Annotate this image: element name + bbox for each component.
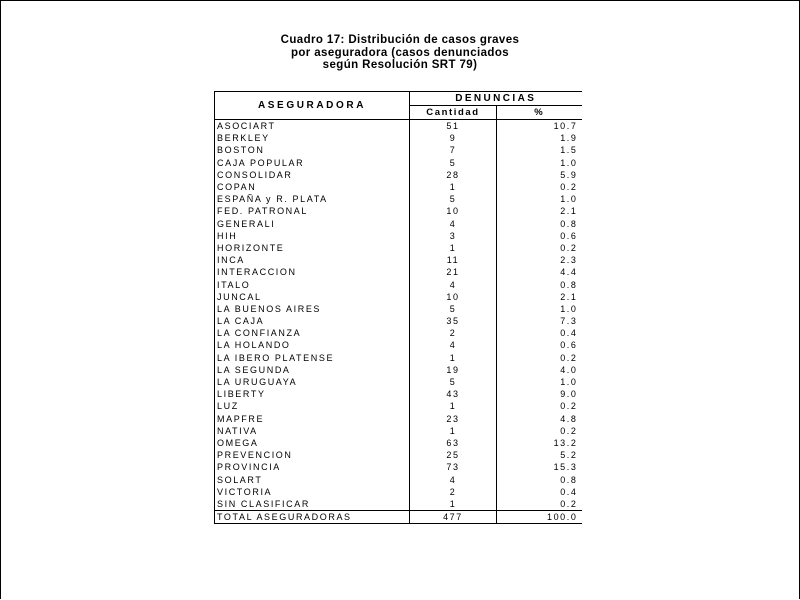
table-row xyxy=(215,315,582,327)
table-row xyxy=(215,400,582,412)
percent-cell: 0.2 xyxy=(497,242,582,254)
percent-cell: 0.8 xyxy=(497,473,582,485)
percent-cell: 10.7 xyxy=(497,120,582,133)
cantidad-cell: 10 xyxy=(410,205,497,217)
cantidad-cell: 51 xyxy=(410,120,497,133)
percent-cell: 1.0 xyxy=(497,303,582,315)
cantidad-cell: 10 xyxy=(410,291,497,303)
insurer-name: CAJA POPULAR xyxy=(215,157,410,169)
table-row xyxy=(215,193,582,205)
cantidad-cell: 1 xyxy=(410,400,497,412)
cantidad-cell: 25 xyxy=(410,449,497,461)
cantidad-cell: 11 xyxy=(410,254,497,266)
percent-cell: 0.4 xyxy=(497,486,582,498)
insurer-name: LA BUENOS AIRES xyxy=(215,303,410,315)
table-row xyxy=(215,254,582,266)
cantidad-cell: 4 xyxy=(410,278,497,290)
percent-cell: 0.4 xyxy=(497,327,582,339)
percent-cell: 4.8 xyxy=(497,413,582,425)
table-row xyxy=(215,303,582,315)
insurer-name: LA URUGUAYA xyxy=(215,376,410,388)
insurer-name: JUNCAL xyxy=(215,291,410,303)
percent-cell: 5.9 xyxy=(497,169,582,181)
insurer-name: MAPFRE xyxy=(215,413,410,425)
insurer-name: LA IBERO PLATENSE xyxy=(215,352,410,364)
insurer-name: SOLART xyxy=(215,473,410,485)
cantidad-cell: 35 xyxy=(410,315,497,327)
percent-cell: 1.5 xyxy=(497,144,582,156)
insurer-name: BERKLEY xyxy=(215,132,410,144)
insurer-name: ITALO xyxy=(215,278,410,290)
table-row xyxy=(215,278,582,290)
total-label: TOTAL ASEGURADORAS xyxy=(215,511,410,524)
header-denuncias: DENUNCIAS xyxy=(410,92,582,106)
insurer-name: INCA xyxy=(215,254,410,266)
percent-cell: 1.0 xyxy=(497,193,582,205)
cantidad-cell: 9 xyxy=(410,132,497,144)
cantidad-cell: 7 xyxy=(410,144,497,156)
percent-cell: 0.2 xyxy=(497,352,582,364)
table-row xyxy=(215,157,582,169)
cantidad-cell: 21 xyxy=(410,266,497,278)
insurer-name: GENERALI xyxy=(215,218,410,230)
table-row xyxy=(215,327,582,339)
insurer-name: HIH xyxy=(215,230,410,242)
header-aseguradora: ASEGURADORA xyxy=(215,92,410,120)
table-row xyxy=(215,352,582,364)
insurer-name: FED. PATRONAL xyxy=(215,205,410,217)
table-row xyxy=(215,461,582,473)
table-row xyxy=(215,242,582,254)
table-row xyxy=(215,498,582,511)
percent-cell: 9.0 xyxy=(497,388,582,400)
table-row xyxy=(215,425,582,437)
table-row xyxy=(215,132,582,144)
table-row xyxy=(215,266,582,278)
cantidad-cell: 5 xyxy=(410,157,497,169)
percent-cell: 1.9 xyxy=(497,132,582,144)
table-body xyxy=(215,120,582,511)
cantidad-cell: 5 xyxy=(410,376,497,388)
insurer-name: BOSTON xyxy=(215,144,410,156)
table-row xyxy=(215,291,582,303)
title-line-1: Cuadro 17: Distribución de casos graves xyxy=(280,34,520,46)
insurer-name: LUZ xyxy=(215,400,410,412)
total-percent: 100.0 xyxy=(497,511,582,524)
percent-cell: 0.2 xyxy=(497,181,582,193)
table-row xyxy=(215,169,582,181)
insurer-name: ASOCIART xyxy=(215,120,410,133)
insurer-name: OMEGA xyxy=(215,437,410,449)
title-line-3: según Resolución SRT 79) xyxy=(322,59,478,71)
cantidad-cell: 1 xyxy=(410,181,497,193)
percent-cell: 0.2 xyxy=(497,425,582,437)
percent-cell: 1.0 xyxy=(497,376,582,388)
cantidad-cell: 4 xyxy=(410,473,497,485)
cantidad-cell: 23 xyxy=(410,413,497,425)
cantidad-cell: 43 xyxy=(410,388,497,400)
percent-cell: 5.2 xyxy=(497,449,582,461)
insurer-name: CONSOLIDAR xyxy=(215,169,410,181)
percent-cell: 2.1 xyxy=(497,291,582,303)
table-row xyxy=(215,205,582,217)
insurer-name: PREVENCION xyxy=(215,449,410,461)
percent-cell: 7.3 xyxy=(497,315,582,327)
table-row xyxy=(215,364,582,376)
cantidad-cell: 4 xyxy=(410,339,497,351)
cantidad-cell: 28 xyxy=(410,169,497,181)
insurer-name: LA CONFIANZA xyxy=(215,327,410,339)
cantidad-cell: 4 xyxy=(410,218,497,230)
cantidad-cell: 73 xyxy=(410,461,497,473)
table-row xyxy=(215,473,582,485)
total-row xyxy=(215,511,582,524)
percent-cell: 4.0 xyxy=(497,364,582,376)
percent-cell: 0.2 xyxy=(497,400,582,412)
percent-cell: 0.8 xyxy=(497,278,582,290)
percent-cell: 0.8 xyxy=(497,218,582,230)
insurer-name: LA HOLANDO xyxy=(215,339,410,351)
insurer-name: LIBERTY xyxy=(215,388,410,400)
insurer-name: HORIZONTE xyxy=(215,242,410,254)
table-row xyxy=(215,218,582,230)
percent-cell: 0.6 xyxy=(497,339,582,351)
table-row xyxy=(215,388,582,400)
cantidad-cell: 5 xyxy=(410,193,497,205)
insurer-table xyxy=(214,91,582,524)
percent-cell: 13.2 xyxy=(497,437,582,449)
table-title xyxy=(240,34,560,72)
insurer-name: LA SEGUNDA xyxy=(215,364,410,376)
insurer-name: NATIVA xyxy=(215,425,410,437)
table-row xyxy=(215,413,582,425)
percent-cell: 15.3 xyxy=(497,461,582,473)
table-row xyxy=(215,486,582,498)
table-row xyxy=(215,120,582,133)
cantidad-cell: 2 xyxy=(410,486,497,498)
cantidad-cell: 1 xyxy=(410,425,497,437)
percent-cell: 2.3 xyxy=(497,254,582,266)
cantidad-cell: 1 xyxy=(410,352,497,364)
cantidad-cell: 1 xyxy=(410,498,497,511)
insurer-name: SIN CLASIFICAR xyxy=(215,498,410,511)
percent-cell: 0.2 xyxy=(497,498,582,511)
table-row xyxy=(215,230,582,242)
percent-cell: 1.0 xyxy=(497,157,582,169)
percent-cell: 4.4 xyxy=(497,266,582,278)
insurer-name: LA CAJA xyxy=(215,315,410,327)
insurer-name: COPAN xyxy=(215,181,410,193)
cantidad-cell: 5 xyxy=(410,303,497,315)
table-row xyxy=(215,437,582,449)
table-row xyxy=(215,339,582,351)
cantidad-cell: 3 xyxy=(410,230,497,242)
percent-cell: 2.1 xyxy=(497,205,582,217)
cantidad-cell: 19 xyxy=(410,364,497,376)
insurer-name: ESPAÑA y R. PLATA xyxy=(215,193,410,205)
table-row xyxy=(215,376,582,388)
total-cantidad: 477 xyxy=(410,511,497,524)
cantidad-cell: 2 xyxy=(410,327,497,339)
header-percent: % xyxy=(497,106,582,120)
header-cantidad: Cantidad xyxy=(410,106,497,120)
table-row xyxy=(215,449,582,461)
percent-cell: 0.6 xyxy=(497,230,582,242)
insurer-name: VICTORIA xyxy=(215,486,410,498)
insurer-name: PROVINCIA xyxy=(215,461,410,473)
table-row xyxy=(215,181,582,193)
cantidad-cell: 1 xyxy=(410,242,497,254)
title-line-2: por aseguradora (casos denunciados xyxy=(290,46,510,59)
insurer-name: INTERACCION xyxy=(215,266,410,278)
cantidad-cell: 63 xyxy=(410,437,497,449)
table-row xyxy=(215,144,582,156)
